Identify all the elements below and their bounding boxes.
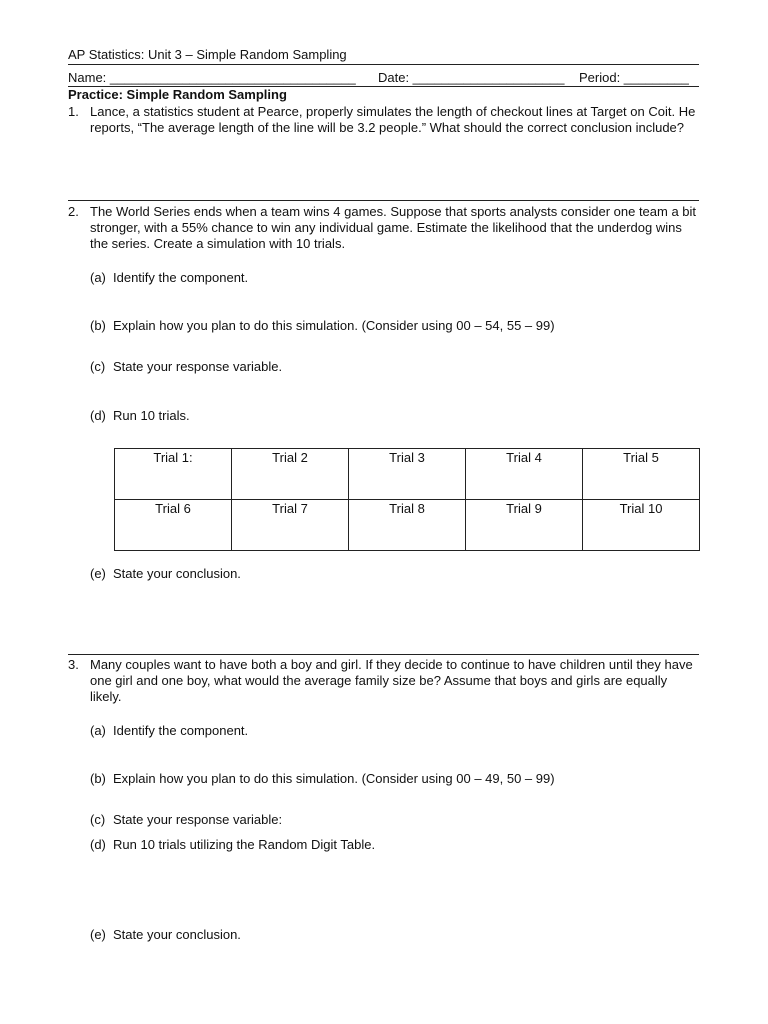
q3-part-b-label: (b) bbox=[90, 771, 106, 786]
trial-cell[interactable]: Trial 6 bbox=[115, 500, 232, 551]
header-rule bbox=[68, 64, 699, 65]
trial-cell[interactable]: Trial 7 bbox=[232, 500, 349, 551]
question-2-number: 2. bbox=[68, 204, 79, 219]
trials-row-1 bbox=[115, 449, 700, 500]
q2-part-d-label: (d) bbox=[90, 408, 106, 423]
q2-part-c-text: State your response variable. bbox=[113, 359, 283, 374]
q2-part-e-label: (e) bbox=[90, 566, 106, 581]
q2-part-b-label: (b) bbox=[90, 318, 106, 333]
period-field[interactable]: Period: _________ bbox=[579, 70, 689, 85]
divider-1 bbox=[68, 200, 699, 201]
trial-cell[interactable]: Trial 10 bbox=[583, 500, 700, 551]
q3-part-a-label: (a) bbox=[90, 723, 106, 738]
q3-part-d-text: Run 10 trials utilizing the Random Digit Table. bbox=[113, 837, 376, 852]
q2-part-e bbox=[90, 566, 241, 582]
question-2-text: The World Series ends when a team wins 4 games. Suppose that sports analysts consider one team a bit stronger, with a 55% chance to win any individual game. Estimate the likelihood that the underdog wins the series. Create a simulation with 10 trials. bbox=[90, 204, 697, 251]
course-title: AP Statistics: Unit 3 – Simple Random Sampling bbox=[68, 47, 347, 62]
question-1-number: 1. bbox=[68, 104, 79, 119]
trial-cell[interactable]: Trial 1: bbox=[115, 449, 232, 500]
trial-cell[interactable]: Trial 9 bbox=[466, 500, 583, 551]
q3-part-a bbox=[90, 723, 248, 739]
trials-table bbox=[114, 448, 700, 551]
q3-part-d-label: (d) bbox=[90, 837, 106, 852]
q3-part-a-text: Identify the component. bbox=[113, 723, 249, 738]
question-3-text: Many couples want to have both a boy and girl. If they decide to continue to have children until they have one girl and one boy, what would the average family size be? Assume that boys and girls are equally likely. bbox=[90, 657, 693, 704]
q3-part-e bbox=[90, 927, 241, 943]
trials-row-2 bbox=[115, 500, 700, 551]
q2-part-d bbox=[90, 408, 190, 424]
q2-part-c-label: (c) bbox=[90, 359, 106, 374]
trial-cell[interactable]: Trial 3 bbox=[349, 449, 466, 500]
q3-part-d bbox=[90, 837, 375, 853]
q3-part-b bbox=[90, 771, 555, 787]
q3-part-e-label: (e) bbox=[90, 927, 106, 942]
q2-part-b bbox=[90, 318, 555, 334]
q3-part-b-text: Explain how you plan to do this simulation. (Consider using 00 – 49, 50 – 99) bbox=[113, 771, 555, 786]
q2-part-c bbox=[90, 359, 282, 375]
q3-part-c-text: State your response variable: bbox=[113, 812, 283, 827]
question-3-number: 3. bbox=[68, 657, 79, 672]
name-field[interactable]: Name: __________________________________ bbox=[68, 70, 356, 85]
question-1-text: Lance, a statistics student at Pearce, properly simulates the length of checkout lines at Target on Coit. He reports, “The average length of the line will be 3.2 people.” What should the correct conclusion include? bbox=[90, 104, 696, 135]
divider-2 bbox=[68, 654, 699, 655]
q2-part-a-label: (a) bbox=[90, 270, 106, 285]
trial-cell[interactable]: Trial 4 bbox=[466, 449, 583, 500]
date-field[interactable]: Date: _____________________ bbox=[378, 70, 565, 85]
trial-cell[interactable]: Trial 5 bbox=[583, 449, 700, 500]
q3-part-c-label: (c) bbox=[90, 812, 106, 827]
q2-part-a-text: Identify the component. bbox=[113, 270, 249, 285]
q2-part-d-text: Run 10 trials. bbox=[113, 408, 190, 423]
q2-part-a bbox=[90, 270, 248, 286]
trial-cell[interactable]: Trial 8 bbox=[349, 500, 466, 551]
trial-cell[interactable]: Trial 2 bbox=[232, 449, 349, 500]
q3-part-e-text: State your conclusion. bbox=[113, 927, 241, 942]
q3-part-c bbox=[90, 812, 282, 828]
q2-part-b-text: Explain how you plan to do this simulation. (Consider using 00 – 54, 55 – 99) bbox=[113, 318, 555, 333]
q2-part-e-text: State your conclusion. bbox=[113, 566, 241, 581]
practice-title: Practice: Simple Random Sampling bbox=[68, 87, 287, 102]
